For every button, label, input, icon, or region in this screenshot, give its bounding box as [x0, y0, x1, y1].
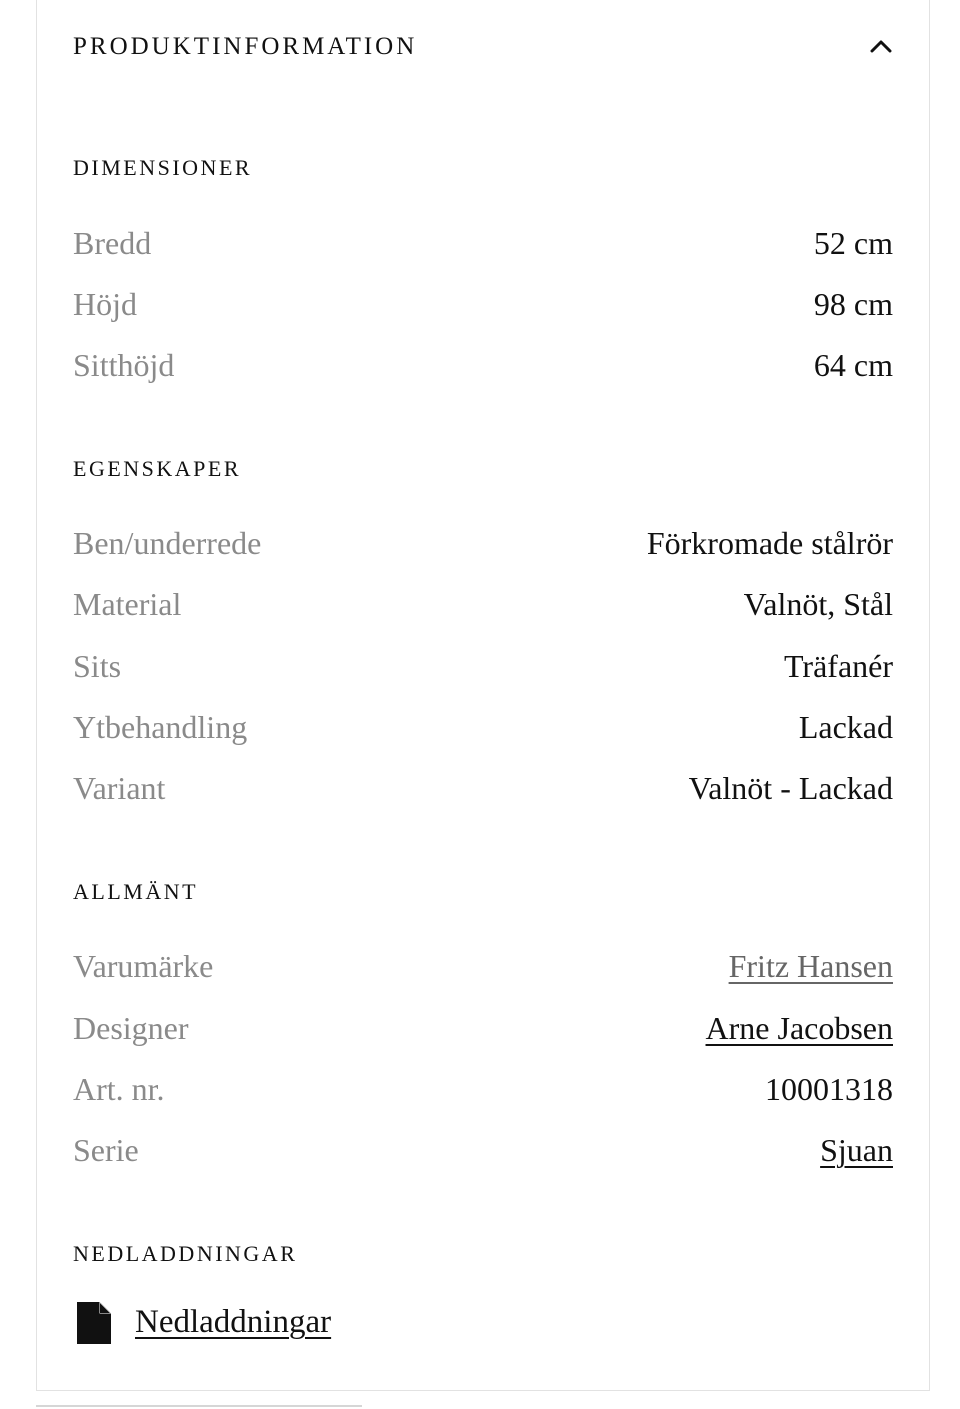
series-link[interactable]: Sjuan: [820, 1132, 893, 1168]
spec-row-finish: [73, 705, 893, 749]
spec-label: Designer: [73, 1010, 189, 1046]
spec-row-material: [73, 582, 893, 626]
brand-link[interactable]: Fritz Hansen: [728, 948, 893, 984]
section-title-properties: EGENSKAPER: [73, 456, 242, 481]
spec-value: 10001318: [765, 1071, 893, 1107]
section-title-downloads: NEDLADDNINGAR: [73, 1241, 298, 1266]
spec-row-article-number: [73, 1067, 893, 1111]
section-title-dimensions: DIMENSIONER: [73, 155, 253, 180]
spec-label: Material: [73, 586, 182, 622]
spec-label: Ben/underrede: [73, 525, 262, 561]
spec-label: Höjd: [73, 286, 137, 322]
spec-label: Bredd: [73, 225, 152, 261]
spec-row-seat-height: [73, 343, 893, 387]
spec-label: Sitthöjd: [73, 347, 175, 383]
product-info-title: PRODUKTINFORMATION: [73, 33, 418, 60]
spec-row-seat: [73, 644, 893, 688]
spec-row-designer: [73, 1006, 893, 1050]
spec-label: Serie: [73, 1132, 139, 1168]
downloads-link[interactable]: [73, 1296, 393, 1356]
spec-row-series: [73, 1128, 893, 1172]
spec-value: 98 cm: [813, 286, 893, 322]
spec-row-height: [73, 282, 893, 326]
spec-label: Varumärke: [73, 948, 214, 984]
spec-value: Valnöt, Stål: [743, 586, 893, 622]
spec-row-variant: [73, 766, 893, 810]
downloads-link-label[interactable]: Nedladdningar: [135, 1304, 332, 1340]
spec-value: 64 cm: [813, 347, 893, 383]
spec-row-brand: [73, 944, 893, 988]
designer-link[interactable]: Arne Jacobsen: [705, 1010, 893, 1046]
spec-label: Sits: [73, 648, 122, 684]
product-info-header[interactable]: [37, 0, 929, 99]
spec-value: Förkromade stålrör: [646, 525, 893, 561]
spec-value: Träfanér: [784, 648, 893, 684]
spec-row-base: [73, 521, 893, 565]
spec-value: Lackad: [798, 709, 893, 745]
spec-label: Art. nr.: [73, 1071, 165, 1107]
spec-row-width: [73, 221, 893, 265]
spec-label: Ytbehandling: [73, 709, 248, 745]
spec-value: Valnöt - Lackad: [688, 770, 893, 806]
chevron-up-icon[interactable]: [863, 29, 899, 65]
product-info-panel: [36, 0, 930, 1391]
spec-value: 52 cm: [813, 225, 893, 261]
divider: [36, 1405, 362, 1407]
section-title-general: ALLMÄNT: [73, 879, 199, 904]
spec-label: Variant: [73, 770, 166, 806]
file-icon: [75, 1300, 113, 1351]
